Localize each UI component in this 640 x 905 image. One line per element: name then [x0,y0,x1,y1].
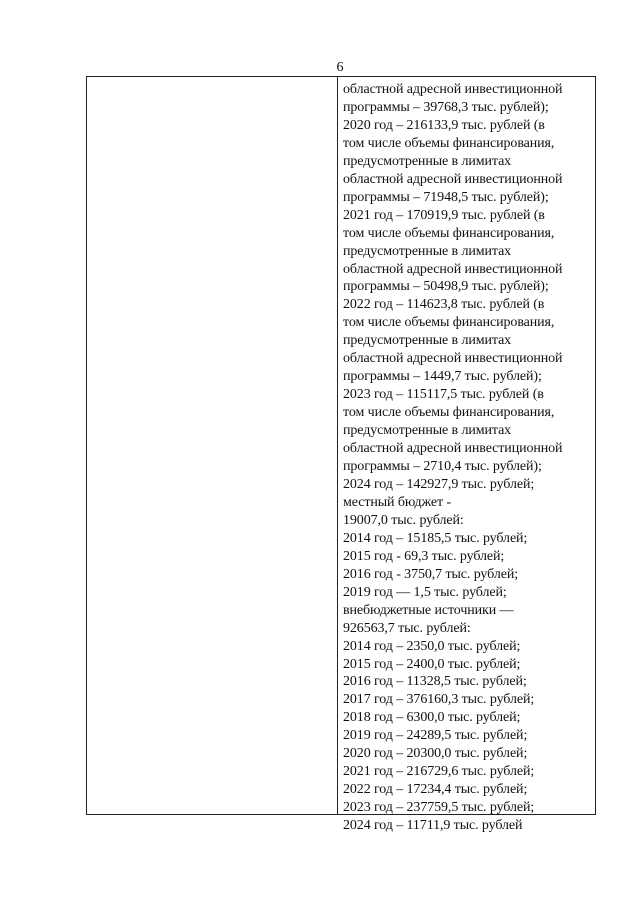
text-line: предусмотренные в лимитах [343,243,512,259]
text-line: том числе объемы финансирования, [343,135,555,151]
text-line: 2014 год – 2350,0 тыс. рублей; [343,638,521,654]
funding-table [86,76,596,834]
text-line: 2015 год – 2400,0 тыс. рублей; [343,656,521,672]
text-line: 2024 год – 11711,9 тыс. рублей [343,818,523,834]
text-line: 2019 год – 24289,5 тыс. рублей; [343,728,528,744]
text-line: областной адресной инвестиционной [343,351,563,367]
text-line: программы – 50498,9 тыс. рублей); [343,279,549,295]
text-line: том числе объемы финансирования, [343,225,555,241]
text-line: программы – 1449,7 тыс. рублей); [343,369,542,385]
text-line: областной адресной инвестиционной [343,261,563,277]
text-line: областной адресной инвестиционной [343,171,563,187]
text-line: 2014 год – 15185,5 тыс. рублей; [343,530,528,546]
text-line: предусмотренные в лимитах [343,423,512,439]
right-cell [343,81,593,835]
text-line: программы – 71948,5 тыс. рублей); [343,189,549,205]
column-divider [337,77,338,814]
text-line: 2015 год - 69,3 тыс. рублей; [343,548,505,564]
text-line: 2020 год – 216133,9 тыс. рублей (в [343,117,545,133]
text-line: 2021 год – 216729,6 тыс. рублей; [343,764,535,780]
text-line: 2022 год – 114623,8 тыс. рублей (в [343,297,545,313]
text-line: местный бюджет - [343,494,452,510]
text-line: 19007,0 тыс. рублей: [343,512,464,528]
text-line: том числе объемы финансирования, [343,315,555,331]
text-line: 2017 год – 376160,3 тыс. рублей; [343,692,535,708]
text-line: том числе объемы финансирования, [343,405,555,421]
page-number: 6 [336,60,344,75]
text-line: 2024 год – 142927,9 тыс. рублей; [343,476,535,492]
text-line: 2018 год – 6300,0 тыс. рублей; [343,710,521,726]
text-line: 2020 год – 20300,0 тыс. рублей; [343,746,528,762]
text-line: 2023 год – 237759,5 тыс. рублей; [343,800,535,816]
text-line: 926563,7 тыс. рублей: [343,620,471,636]
text-line: областной адресной инвестиционной [343,82,563,97]
text-line: программы – 2710,4 тыс. рублей); [343,459,542,475]
text-line: 2016 год – 11328,5 тыс. рублей; [343,674,527,690]
text-line: предусмотренные в лимитах [343,153,512,169]
text-line: 2016 год - 3750,7 тыс. рублей; [343,566,519,582]
text-line: 2021 год – 170919,9 тыс. рублей (в [343,207,545,223]
text-line: 2022 год – 17234,4 тыс. рублей; [343,782,528,798]
text-line: внебюджетные источники — [343,602,514,618]
text-line: предусмотренные в лимитах [343,333,512,349]
text-line: 2023 год – 115117,5 тыс. рублей (в [343,387,544,403]
text-line: 2019 год — 1,5 тыс. рублей; [343,584,507,600]
text-line: областной адресной инвестиционной [343,441,563,457]
text-line: программы – 39768,3 тыс. рублей); [343,99,549,115]
